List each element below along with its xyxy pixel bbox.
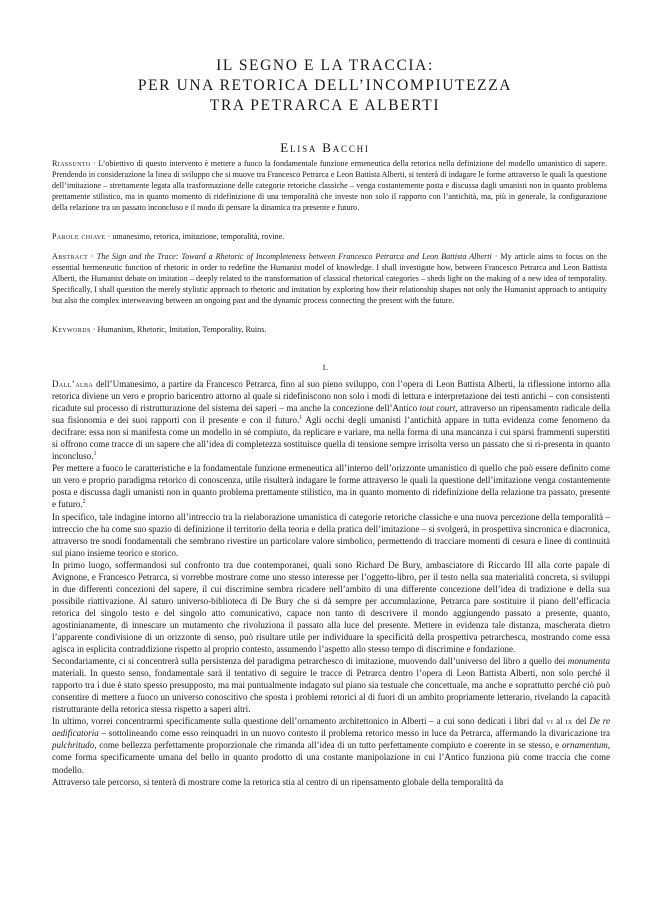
body-italic: pulchritudo (52, 740, 95, 751)
body-italic: ornamentum (562, 740, 608, 751)
keywords-english-text: · Humanism, Rhetoric, Imitation, Temporality, Ruins. (90, 325, 267, 334)
body-italic: tout court (419, 403, 456, 414)
body-text: dell’Umanesimo, a partire da Francesco Petrarca, fino al suo pieno sviluppo, con l’opera di Leon Battista Alberti, la riflessione intorno alla retorica diviene un vero e proprio baricentro attorno al quale si ridefiniscono non solo i modi di lettura e interpretazione dei testi antichi – con consistenti ricadute sul processo di ristrutturazione del sistema dei saperi – ma anche la concezione dell’Antico (52, 379, 610, 414)
body-text: In ultimo, vorrei concentrarmi specificamente sulla questione dell’ornamento architettonico in Alberti – a cui sono dedicati i libri dal (52, 716, 547, 727)
keywords-italian (52, 232, 607, 243)
abstract-italian-text: · L’obiettivo di questo intervento è mettere a fuoco la fondamentale funzione ermeneutica della retorica nella definizione del modello umanistico di sapere. Prendendo in considerazione la linea di sviluppo che si muove tra Francesco Petrarca e Leon Battista Alberti, si tenterà di indagare le forme attraverso le quali la questione dell’imitazione – strettamente legata alla trasformazione delle categorie retoriche classiche – venga costantemente posta e discussa dagli umanisti non in quanto problema prettamente stilistico, ma in quanto momento di ridefinizione di una temporalità che investe non solo il rapporto con l’antichità, ma, più in generale, la configurazione della relazione tra un passato inconcluso e il modo di pensare la dinamica tra presente e futuro. (52, 159, 607, 212)
abstract-english-label: Abstract (52, 252, 89, 261)
body-paragraph-2 (52, 462, 610, 510)
body-paragraph-1 (52, 378, 610, 462)
body-text: , attraverso un ripensamento radicale della sua fisionomia e dei suoi rapporti con il presente e con il futuro. (52, 403, 610, 426)
abstract-english-title: The Sign and the Trace: Toward a Rhetoric of Incompleteness between Francesco Petrarca and Leon Battista Alberti (96, 252, 492, 261)
body-text: al (553, 716, 566, 727)
body-paragraph-4: In primo luogo, soffermandosi sul confronto tra due contemporanei, quali sono Richard De Bury, ambasciatore di Riccardo III alla corte papale di Avignone, e Francesco Petrarca, si vorrebbe mostrare come uno stesso interesse per l’oggetto-libro, per il testo nella sua materialità concreta, si sviluppi in due differenti concezioni del sapere, il cui discrimine sembra ricadere nell’ambito di una differente concezione dell’idea di tradizione e della sua possibile riattivazione. Al saturo universo-biblioteca di De Bury che si dà sempre per accumulazione, Petrarca pare sostituire il piano dell’efficacia retorica del singolo testo e del singolo atto comunicativo, capace non tanto di descrivere il mondo aggiungendo passato a presente, quanto, agostinianamente, di innescare un mutamento che rivoluziona il passato alla luce del presente. Mettere in evidenza tale distanza, mascherata dietro l’apparente condivisione di un orizzonte di senso, può risultare utile per individuare la specificità della prospettiva petrarchesca, mostrando come essa agisca in esplicita contraddizione rispetto al proprio contesto, assumendo l’aspetto allo stesso tempo di discrimine e fondazione. (52, 559, 610, 655)
abstract-english-text: · My article aims to focus on the essential hermeneutic function of rhetoric in order to redefine the Humanist model of knowledge. I shall investigate how, between Francesco Petrarca and Leon Battista Alberti, the Humanist debate on imitation – deeply related to the transformation of classical rhetorical categories – sheds light on the making of a new idea of temporality. Specifically, I shall question the merely stylistic approach to rhetoric and imitation by exploring how their relationship shapes not only the Humanist approach to antiquity but also the complex interweaving between an ongoing past and the dynamic process connecting the present with the future. (52, 252, 607, 305)
abstract-italian-label: Riassunto (52, 159, 91, 168)
keywords-english-label: Keywords (52, 325, 91, 334)
section-number: 1. (321, 362, 329, 372)
body-paragraph-6 (52, 715, 610, 775)
keywords-italian-text: · umanesimo, retorica, imitazione, temporalità, rovine. (105, 232, 285, 241)
body-italic: De re aedificatoria (52, 716, 611, 739)
body-text: Per mettere a fuoco le caratteristiche e la fondamentale funzione ermeneutica all’interno dell’orizzonte umanistico di quello che può essere definito come un vero e proprio paradigma retorico di conoscenza, utile risulterà indagare le forme attraverso le quali la questione dell’imitazione venga costantemente posta e discussa dagli umanisti non in quanto problema prettamente stilistico, ma in quanto momento di ridefinizione della relazione tra passato, presente e futuro. (52, 463, 610, 510)
title-line-1: IL SEGNO E LA TRACCIA: (216, 57, 434, 74)
article-title (0, 56, 650, 116)
body-text: – sottolineando come esso reinquadri in un nuovo contesto il problema retorico messo in luce da Petrarca, affermando la divaricazione tra (98, 728, 610, 739)
roman-numeral: ix (565, 716, 573, 727)
title-line-2: PER UNA RETORICA DELL’INCOMPIUTEZZA (137, 77, 513, 94)
body-text: Agli occhi degli umanisti l’antichità appare in tutta evidenza come fenomeno da decifrare: essa non si manifesta come un modello in sé compiuto, da replicare e variare, ma nella forma di una mancanza i cui sparsi frammenti superstiti si offrono come tracce di un sapere che all’idea di completezza sostituisce quella di tensione sempre irrisolta verso un passato che si ri-presenta in quanto inconcluso. (52, 415, 610, 462)
body-text: , come forma specificamente umana del bello in quanto prodotto di una costante manipolazione in cui l’Antico funziona più come traccia che come modello. (52, 740, 610, 775)
keywords-english (52, 325, 607, 336)
abstract-italian (52, 159, 607, 214)
drop-lead-words: Dall’alba (52, 379, 94, 389)
keywords-italian-label: Parole chiave (52, 232, 106, 241)
footnote-ref[interactable]: 1 (93, 451, 97, 458)
footnote-ref[interactable]: 1 (299, 415, 303, 422)
footnote-ref[interactable]: 2 (82, 499, 86, 506)
abstract-english: Abstract · The Sign and the Trace: Toward a Rhetoric of Incompleteness between Francesco Petrarca and Leon Battista Alberti · My article aims to focus on the essential hermeneutic function of rhetoric in order to redefine the Humanist model of knowledge. I shall investigate how, between Francesco Petrarca and Leon Battista Alberti, the Humanist debate on imitation – deeply related to the transformation of classical rhetorical categories – sheds light on the making of a new idea of temporality. Specifically, I shall question the merely stylistic approach to rhetoric and imitation by exploring how their relationship shapes not only the Humanist approach to antiquity but also the complex interweaving between an ongoing past and the dynamic process connecting the present with the future. (52, 252, 607, 305)
body-text: del (572, 716, 590, 727)
body-italic: monumenta (567, 656, 610, 667)
article-body (52, 378, 610, 788)
body-paragraph-7: Attraverso tale percorso, si tenterà di mostrare come la retorica stia al centro di un ripensamento globale della temporalità da (52, 776, 504, 787)
body-text: materiali. In questo senso, fondamentale sarà il tentativo di seguire le tracce di Petrarca dentro l’opera di Leon Battista Alberti, non solo perché il rapporto tra i due è stato spesso presupposto, ma mai puntualmente indagato sul piano sia testuale che concettuale, ma anche e soprattutto perché ciò può consentire di mettere a fuoco un universo conoscitivo che sposta i problemi retorici al di fuori di un ambito propriamente letterario, rivelando la capacità ristrutturante della retorica stessa rispetto a saperi altri. (52, 668, 610, 715)
body-text: Secondariamente, ci si concentrerà sulla persistenza del paradigma petrarchesco di imitazione, muovendo dall’universo del libro a quello dei (52, 656, 568, 667)
body-paragraph-5 (52, 655, 610, 715)
body-paragraph-3: In specifico, tale indagine intorno all’intreccio tra la rielaborazione umanistica di categorie retoriche classiche e una nuova percezione della temporalità – intreccio che ha come suo spazio di definizione il territorio della teoria e della pratica dell’imitazione – si svolgerà, in prospettiva sincronica e diacronica, attraverso tre snodi fondamentali che sembrano rivestire un particolare valore simbolico, permettendo di tracciare momenti di cesura e linee di continuità sul piano insieme teorico e storico. (52, 511, 610, 558)
roman-numeral: vi (546, 716, 554, 727)
body-text: , come bellezza perfettamente proporzionale che rimanda all’idea di un tutto perfettamente compiuto e coerente in se stesso, e (94, 740, 562, 751)
article-author: Elisa Bacchi (280, 140, 370, 155)
title-line-3: TRA PETRARCA E ALBERTI (209, 97, 441, 114)
